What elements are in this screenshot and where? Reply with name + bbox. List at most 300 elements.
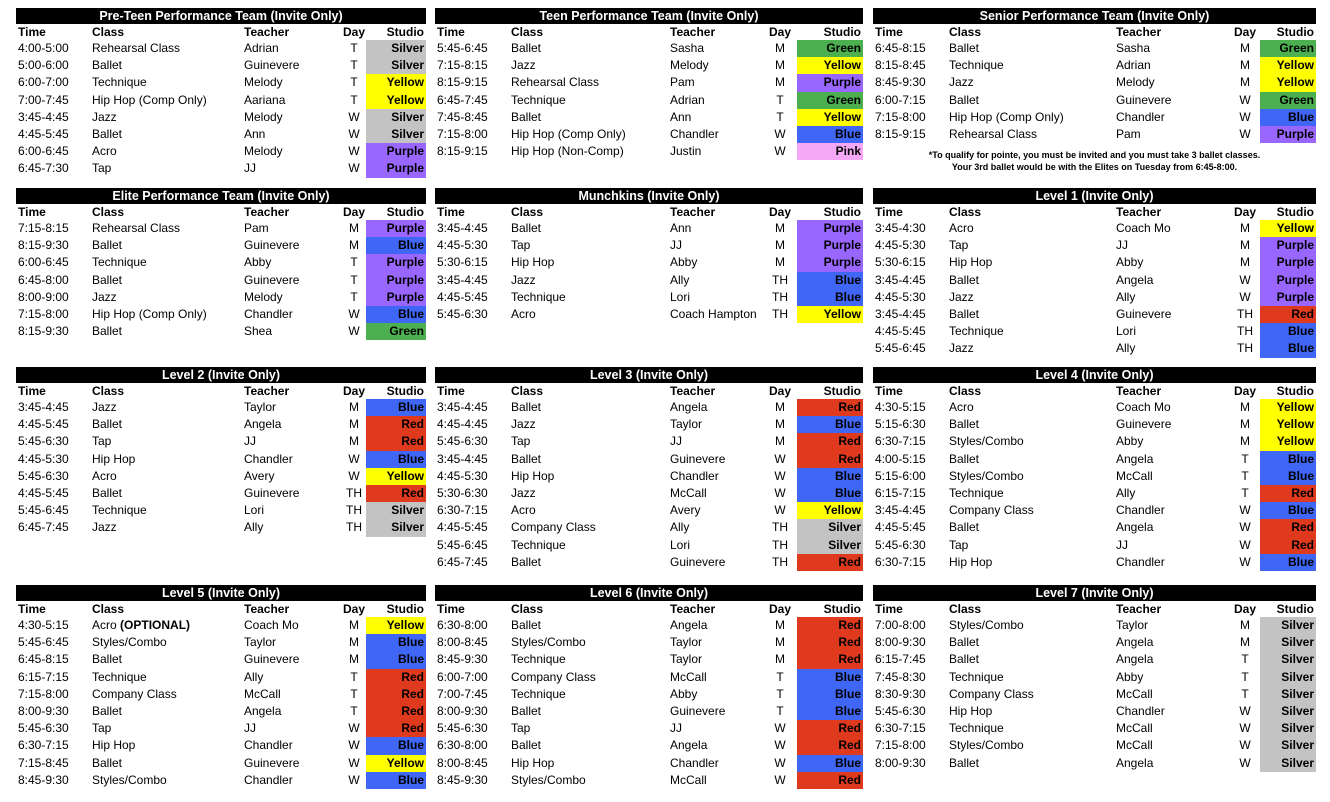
row-teacher: Chandler — [244, 451, 293, 466]
row-studio: Blue — [797, 703, 863, 720]
row-class-name: Jazz — [511, 485, 536, 500]
table-row — [435, 126, 863, 143]
row-day: T — [776, 669, 784, 684]
row-class — [949, 634, 979, 651]
table-row — [873, 74, 1316, 91]
panel-teen — [435, 8, 863, 160]
header-class: Class — [511, 384, 544, 398]
table-row — [435, 502, 863, 519]
table-row — [435, 109, 863, 126]
table-row — [16, 451, 426, 468]
row-time: 8:00-8:45 — [437, 755, 488, 770]
header-studio: Studio — [386, 25, 424, 39]
row-studio: Silver — [366, 40, 426, 57]
row-class — [511, 399, 541, 416]
table-row — [16, 416, 426, 433]
row-class — [511, 554, 541, 571]
table-row — [873, 617, 1316, 634]
row-studio: Red — [797, 433, 863, 450]
row-class-name: Tap — [511, 721, 531, 736]
row-class — [511, 57, 536, 74]
row-teacher: Guinevere — [670, 451, 726, 466]
column-headers — [873, 24, 1316, 40]
row-time: 6:45-8:15 — [875, 41, 926, 55]
row-day: M — [349, 652, 359, 667]
row-class-name: Ballet — [92, 126, 123, 141]
header-studio: Studio — [823, 384, 861, 398]
row-class-name: Hip Hop — [92, 738, 136, 753]
row-teacher: JJ — [244, 161, 256, 176]
row-studio: Red — [1260, 306, 1316, 323]
row-class — [511, 451, 541, 468]
row-time: 6:00-6:45 — [18, 144, 69, 159]
row-teacher: Taylor — [244, 400, 277, 414]
panel-title: Munchkins (Invite Only) — [435, 188, 863, 204]
row-teacher: Guinevere — [670, 554, 726, 569]
row-time: 4:45-5:45 — [875, 324, 926, 339]
row-class — [949, 755, 979, 772]
row-class-name: Ballet — [92, 272, 123, 287]
row-day: TH — [772, 537, 788, 552]
row-time: 3:45-4:45 — [875, 503, 926, 518]
table-row — [16, 502, 426, 519]
row-time: 5:15-6:00 — [875, 468, 926, 483]
table-row — [16, 720, 426, 737]
panel-level4 — [873, 367, 1316, 571]
row-class — [92, 519, 117, 536]
row-time: 4:45-5:30 — [437, 238, 488, 253]
row-day: TH — [772, 306, 788, 321]
table-row — [873, 306, 1316, 323]
row-class — [92, 686, 177, 703]
row-day: T — [350, 272, 358, 287]
row-studio: Yellow — [1260, 57, 1316, 74]
row-day: TH — [1237, 341, 1253, 356]
table-row — [16, 617, 426, 634]
row-class-name: Hip Hop — [92, 451, 136, 466]
row-teacher: Chandler — [1116, 703, 1165, 718]
row-time: 8:00-9:30 — [437, 703, 488, 718]
table-row — [435, 617, 863, 634]
row-teacher: Abby — [244, 255, 272, 270]
table-row — [16, 74, 426, 91]
row-teacher: JJ — [1116, 238, 1128, 253]
row-class — [511, 143, 624, 160]
row-studio: Silver — [366, 57, 426, 74]
row-studio: Red — [366, 485, 426, 502]
row-class — [949, 74, 974, 91]
row-teacher: Ann — [670, 221, 692, 235]
row-day: M — [1240, 618, 1250, 632]
row-studio: Red — [797, 451, 863, 468]
row-class — [949, 289, 974, 306]
row-class-name: Technique — [949, 721, 1004, 736]
header-class: Class — [92, 205, 125, 219]
table-row — [435, 272, 863, 289]
row-class-name: Ballet — [511, 738, 542, 753]
row-time: 6:30-8:00 — [437, 738, 488, 753]
row-teacher: Taylor — [244, 635, 277, 650]
row-studio: Blue — [797, 669, 863, 686]
column-headers — [16, 204, 426, 220]
header-day: Day — [1233, 384, 1256, 398]
row-class — [511, 686, 566, 703]
table-row — [16, 737, 426, 754]
row-time: 7:45-8:30 — [875, 669, 926, 684]
row-class — [92, 237, 122, 254]
row-class-name: Acro — [949, 400, 974, 414]
row-studio: Blue — [797, 289, 863, 306]
row-teacher: Ann — [244, 126, 266, 141]
row-studio: Silver — [366, 502, 426, 519]
table-row — [873, 485, 1316, 502]
row-teacher: Adrian — [670, 92, 705, 107]
table-row — [16, 92, 426, 109]
row-class — [949, 468, 1024, 485]
row-day: W — [348, 161, 360, 176]
row-day: T — [776, 92, 784, 107]
row-teacher: McCall — [670, 772, 707, 787]
table-row — [435, 669, 863, 686]
table-row — [435, 237, 863, 254]
row-time: 6:30-7:15 — [437, 503, 488, 518]
row-time: 4:45-5:30 — [18, 451, 69, 466]
table-row — [16, 126, 426, 143]
row-time: 5:00-6:00 — [18, 58, 69, 73]
row-day: W — [774, 503, 786, 518]
row-time: 5:45-6:30 — [437, 721, 488, 736]
row-teacher: Ally — [1116, 485, 1136, 500]
row-time: 4:00-5:00 — [18, 41, 69, 55]
row-studio: Silver — [1260, 617, 1316, 634]
row-teacher: Aariana — [244, 92, 286, 107]
row-studio: Red — [797, 617, 863, 634]
pointe-note — [873, 149, 1316, 173]
table-row — [16, 755, 426, 772]
row-class-name: Jazz — [949, 341, 974, 356]
row-studio: Silver — [797, 519, 863, 536]
row-studio: Purple — [1260, 272, 1316, 289]
row-teacher: Guinevere — [244, 485, 300, 500]
row-time: 6:45-7:45 — [437, 92, 488, 107]
row-class-name: Technique — [511, 537, 566, 552]
row-teacher: Chandler — [1116, 503, 1165, 518]
row-class-name: Technique — [92, 503, 147, 518]
panel-title: Elite Performance Team (Invite Only) — [16, 188, 426, 204]
row-day: M — [1240, 635, 1250, 650]
row-class-name: Styles/Combo — [949, 468, 1024, 483]
row-time: 7:00-7:45 — [18, 92, 69, 107]
row-day: M — [1240, 400, 1250, 414]
table-row — [873, 554, 1316, 571]
row-studio: Red — [366, 703, 426, 720]
row-time: 4:45-5:45 — [18, 126, 69, 141]
row-studio: Blue — [797, 126, 863, 143]
row-day: M — [1240, 41, 1250, 55]
row-class — [92, 433, 111, 450]
row-class — [511, 416, 536, 433]
row-day: W — [1239, 721, 1251, 736]
row-time: 6:30-8:00 — [437, 618, 488, 632]
column-headers — [435, 383, 863, 399]
row-teacher: Angela — [1116, 520, 1154, 535]
header-class: Class — [949, 205, 982, 219]
header-time: Time — [875, 602, 903, 616]
row-class-name: Acro — [92, 468, 117, 483]
row-teacher: Abby — [1116, 669, 1144, 684]
table-row — [16, 772, 426, 789]
row-teacher: Guinevere — [1116, 417, 1172, 432]
column-headers — [435, 204, 863, 220]
row-class-name: Technique — [949, 669, 1004, 684]
row-class — [511, 109, 541, 126]
column-headers — [16, 601, 426, 617]
row-time: 4:45-5:30 — [875, 238, 926, 253]
row-class-name: Acro — [511, 503, 536, 518]
row-studio: Red — [1260, 485, 1316, 502]
row-studio: Blue — [366, 651, 426, 668]
header-studio: Studio — [823, 602, 861, 616]
row-class-name: Hip Hop (Comp Only) — [511, 126, 626, 141]
row-studio: Red — [797, 651, 863, 668]
row-teacher: McCall — [1116, 686, 1153, 701]
header-teacher: Teacher — [670, 205, 716, 219]
row-time: 8:00-9:30 — [18, 703, 69, 718]
row-teacher: Sasha — [670, 41, 705, 55]
row-time: 4:30-5:15 — [18, 618, 69, 632]
row-studio: Yellow — [1260, 399, 1316, 416]
row-studio: Blue — [366, 772, 426, 789]
row-teacher: McCall — [670, 485, 707, 500]
row-teacher: Guinevere — [244, 652, 300, 667]
table-row — [435, 737, 863, 754]
row-teacher: Chandler — [670, 126, 719, 141]
header-day: Day — [768, 602, 791, 616]
row-time: 5:45-6:30 — [18, 434, 69, 449]
row-day: T — [350, 289, 358, 304]
row-class — [92, 143, 117, 160]
row-studio: Purple — [366, 143, 426, 160]
header-day: Day — [768, 384, 791, 398]
row-teacher: McCall — [1116, 738, 1153, 753]
row-class-name: Technique — [92, 669, 147, 684]
row-time: 6:30-7:15 — [875, 434, 926, 449]
row-studio: Blue — [366, 399, 426, 416]
column-headers — [16, 383, 426, 399]
row-class-name: Hip Hop (Comp Only) — [92, 92, 207, 107]
row-day: TH — [346, 520, 362, 535]
row-studio: Purple — [1260, 126, 1316, 143]
row-day: W — [1239, 126, 1251, 141]
table-row — [16, 669, 426, 686]
row-teacher: Lori — [670, 289, 691, 304]
row-class-name: Styles/Combo — [511, 772, 586, 787]
class-optional-tag: (OPTIONAL) — [120, 618, 191, 632]
row-day: M — [349, 238, 359, 253]
row-time: 7:00-8:00 — [875, 618, 926, 632]
row-time: 7:00-7:45 — [437, 686, 488, 701]
row-teacher: Melody — [244, 144, 283, 159]
panel-preteen — [16, 8, 426, 178]
row-day: W — [348, 109, 360, 124]
row-class — [511, 468, 554, 485]
table-row — [873, 755, 1316, 772]
row-time: 5:45-6:30 — [437, 306, 488, 321]
row-time: 5:45-6:30 — [875, 703, 926, 718]
row-class-name: Technique — [511, 92, 566, 107]
row-studio: Silver — [1260, 720, 1316, 737]
row-class-name: Styles/Combo — [92, 772, 167, 787]
row-class — [511, 485, 536, 502]
table-row — [435, 720, 863, 737]
row-time: 5:45-6:45 — [18, 503, 69, 518]
header-teacher: Teacher — [1116, 384, 1162, 398]
row-class-name: Rehearsal Class — [92, 41, 181, 55]
row-class — [92, 737, 135, 754]
row-class-name: Ballet — [511, 400, 542, 414]
row-day: T — [1241, 468, 1249, 483]
row-time: 8:15-9:15 — [437, 75, 488, 90]
row-studio: Silver — [1260, 651, 1316, 668]
row-class — [949, 92, 979, 109]
row-class — [949, 399, 974, 416]
header-class: Class — [949, 25, 982, 39]
header-time: Time — [875, 25, 903, 39]
row-time: 6:30-7:15 — [18, 738, 69, 753]
row-time: 7:45-8:45 — [437, 109, 488, 124]
row-studio: Red — [366, 669, 426, 686]
column-headers — [16, 24, 426, 40]
row-studio: Yellow — [366, 92, 426, 109]
row-studio: Blue — [797, 686, 863, 703]
row-class — [949, 537, 968, 554]
table-row — [873, 40, 1316, 57]
row-class — [511, 617, 541, 634]
table-row — [873, 537, 1316, 554]
row-time: 6:15-7:45 — [875, 652, 926, 667]
row-day: M — [349, 618, 359, 632]
table-row — [873, 720, 1316, 737]
header-class: Class — [92, 25, 125, 39]
column-headers — [873, 383, 1316, 399]
row-class — [511, 519, 596, 536]
row-teacher: Angela — [1116, 635, 1154, 650]
row-class — [511, 92, 566, 109]
row-class-name: Technique — [92, 255, 147, 270]
table-row — [873, 686, 1316, 703]
row-studio: Purple — [797, 237, 863, 254]
row-studio: Silver — [366, 109, 426, 126]
row-day: W — [348, 721, 360, 736]
row-class — [949, 485, 1004, 502]
column-headers — [435, 24, 863, 40]
row-studio: Blue — [797, 468, 863, 485]
row-teacher: JJ — [670, 434, 682, 449]
row-class — [92, 755, 122, 772]
row-class-name: Rehearsal Class — [511, 75, 600, 90]
row-class — [92, 272, 122, 289]
row-day: T — [776, 686, 784, 701]
row-class-name: Jazz — [949, 289, 974, 304]
row-studio: Purple — [366, 160, 426, 177]
row-time: 4:00-5:15 — [875, 451, 926, 466]
row-studio: Yellow — [366, 74, 426, 91]
row-teacher: Avery — [244, 468, 275, 483]
row-day: M — [1240, 417, 1250, 432]
panel-level7 — [873, 585, 1316, 772]
table-row — [16, 323, 426, 340]
panel-level3 — [435, 367, 863, 571]
row-day: M — [775, 75, 785, 90]
row-time: 5:45-6:45 — [437, 41, 488, 55]
row-teacher: Taylor — [670, 635, 703, 650]
row-day: TH — [772, 289, 788, 304]
header-day: Day — [1233, 602, 1256, 616]
row-time: 7:15-8:15 — [437, 58, 488, 73]
row-time: 5:45-6:30 — [437, 434, 488, 449]
row-time: 7:15-8:45 — [18, 755, 69, 770]
table-row — [873, 634, 1316, 651]
row-day: W — [348, 451, 360, 466]
header-teacher: Teacher — [1116, 602, 1162, 616]
row-time: 3:45-4:45 — [18, 109, 69, 124]
row-teacher: Justin — [670, 144, 702, 159]
row-class-name: Ballet — [511, 554, 542, 569]
row-teacher: Melody — [1116, 75, 1155, 90]
table-row — [873, 502, 1316, 519]
row-class-name: Acro — [511, 306, 536, 321]
row-teacher: Angela — [1116, 652, 1154, 667]
row-teacher: Chandler — [1116, 554, 1165, 569]
row-class-name: Technique — [511, 652, 566, 667]
row-class — [511, 433, 530, 450]
row-class-name: Hip Hop (Comp Only) — [949, 109, 1064, 124]
row-class-name: Ballet — [511, 109, 542, 124]
row-day: T — [350, 686, 358, 701]
panel-level6 — [435, 585, 863, 789]
row-studio: Red — [797, 720, 863, 737]
table-row — [435, 651, 863, 668]
table-row — [435, 254, 863, 271]
row-studio: Red — [797, 772, 863, 789]
row-class-name: Tap — [92, 434, 112, 449]
row-time: 6:00-7:00 — [437, 669, 488, 684]
row-day: T — [350, 92, 358, 107]
row-teacher: Sasha — [1116, 41, 1151, 55]
row-teacher: Pam — [670, 75, 695, 90]
row-class — [92, 109, 117, 126]
table-row — [16, 306, 426, 323]
row-studio: Yellow — [1260, 433, 1316, 450]
row-studio: Purple — [366, 289, 426, 306]
row-day: W — [774, 738, 786, 753]
header-studio: Studio — [823, 205, 861, 219]
row-studio: Green — [797, 92, 863, 109]
row-class — [949, 220, 974, 237]
table-row — [16, 109, 426, 126]
row-studio: Yellow — [366, 468, 426, 485]
table-row — [16, 399, 426, 416]
row-day: T — [350, 75, 358, 90]
table-row — [16, 686, 426, 703]
row-class-name: Tap — [511, 238, 531, 253]
header-teacher: Teacher — [244, 384, 290, 398]
table-row — [435, 686, 863, 703]
row-time: 8:15-9:30 — [18, 238, 69, 253]
panel-title: Level 5 (Invite Only) — [16, 585, 426, 601]
row-class-name: Technique — [511, 289, 566, 304]
row-class — [949, 416, 979, 433]
